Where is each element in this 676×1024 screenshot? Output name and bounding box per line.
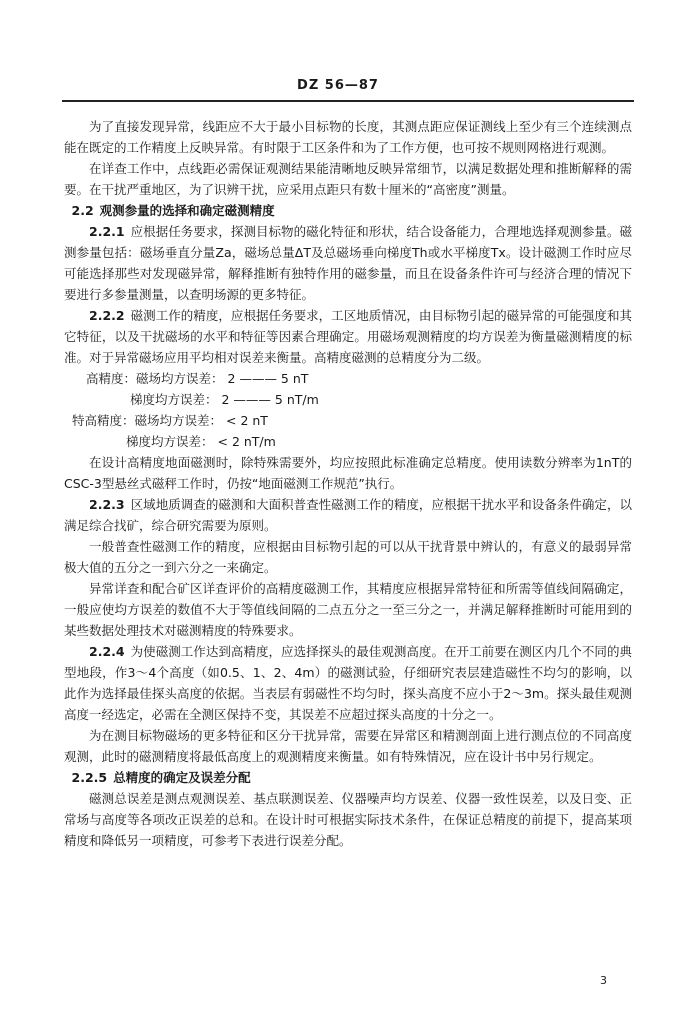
clause-2-2-4 [64,641,632,725]
clause-number: 2.2.3 [89,497,125,512]
section-number: 2.2.5 [71,770,108,785]
clause-text: 区域地质调查的磁测和大面积普查性磁测工作的精度，应根据干扰水平和设备条件确定，以满足综合找矿，综合研究需要为原则。 [64,497,632,533]
paragraph-height-observation: 为在测目标物磁场的更多特征和区分干扰异常，需要在异常区和精测剖面上进行测点位的不同高度观测，此时的磁测精度将最低高度上的观测精度来衡量。如有特殊情况，应在设计书中另行规定。 [64,728,632,764]
section-title: 观测参量的选择和确定磁测精度 [99,203,275,218]
clause-number: 2.2.1 [89,224,125,239]
section-2-2-5-heading [64,767,632,788]
section-title: 总精度的确定及误差分配 [113,770,251,785]
paragraph-general-survey: 一般普查性磁测工作的精度，应根据由目标物引起的可以从干扰背景中辨认的，有意义的最弱异常极大值的五分之一到六分之一来确定。 [64,539,632,575]
paragraph-anomaly-survey: 异常详查和配合矿区详查评价的高精度磁测工作，其精度应根据异常特征和所需等值线间隔确定，一般应使均方误差的数值不大于等值线间隔的二点五分之一至三分之一，并满足解释推断时可能用到的某些数据处理技术对磁测精度的特殊要求。 [64,581,632,638]
paragraph-detail-survey: 在详查工作中，点线距必需保证观测结果能清晰地反映异常细节，以满足数据处理和推断解释的需要。在干扰严重地区，为了识辨干扰，应采用点距只有数十厘米的“高密度”测量。 [64,161,632,197]
paragraph-line-spacing: 为了直接发现异常，线距应不大于最小目标物的长度，其测点距应保证测线上至少有三个连续测点能在既定的工作精度上反映异常。有时限于工区条件和为了工作方便，也可按不规则网格进行观测。 [64,119,632,155]
clause-2-2-2 [64,305,632,368]
section-number: 2.2 [71,203,94,218]
header-rule [62,100,634,102]
clause-text: 为使磁测工作达到高精度，应选择探头的最佳观测高度。在开工前要在测区内几个不同的典型地段，作3～4个高度（如0.5、1、2、4m）的磁测试验，仔细研究表层建造磁性不均匀的影响，以此作为选择最佳探头高度的依据。当表层有弱磁性不均匀时，探头高度不应小于2～3m。探头最佳观测高度一经选定，必需在全测区保持不变，其误差不应超过探头高度的十分之一。 [64,644,632,722]
paragraph-design-standard: 在设计高精度地面磁测时，除特殊需要外，均应按照此标准确定总精度。使用读数分辨率为1nT的CSC-3型悬丝式磁秤工作时，仍按“地面磁测工作规范”执行。 [64,455,632,491]
clause-text: 磁测工作的精度，应根据任务要求，工区地质情况，由目标物引起的磁异常的可能强度和其它特征，以及干扰磁场的水平和特征等因素合理确定。用磁场观测精度的均方误差为衡量磁测精度的标准。对于异常磁场应用平均相对误差来衡量。高精度磁测的总精度分为二级。 [64,308,632,365]
precision-super-gradient: 梯度均方误差： < 2 nT/m [126,434,276,449]
document-code: DZ 56—87 [297,78,379,93]
page-body [64,116,632,851]
page-number: 3 [600,974,607,987]
clause-2-2-1 [64,221,632,305]
precision-high-gradient: 梯度均方误差： 2 ——— 5 nT/m [130,392,319,407]
clause-2-2-3 [64,494,632,536]
clause-number: 2.2.2 [89,308,125,323]
clause-number: 2.2.4 [89,644,125,659]
section-2-2-heading [64,200,632,221]
precision-super-mean: 特高精度：磁场均方误差： < 2 nT [72,413,268,428]
paragraph-error-allocation: 磁测总误差是测点观测误差、基点联测误差、仪器噪声均方误差、仪器一致性误差，以及日变、正常场与高度等各项改正误差的总和。在设计时可根据实际技术条件，在保证总精度的前提下，提高某项精度和降低另一项精度，可参考下表进行误差分配。 [64,791,632,848]
clause-text: 应根据任务要求，探测目标物的磁化特征和形状，结合设备能力，合理地选择观测参量。磁测参量包括：磁场垂直分量Za，磁场总量ΔT及总磁场垂向梯度Th或水平梯度Tx。设计磁测工作时应尽可能选择那些对发现磁异常，解释推断有独特作用的磁参量，而且在设备条件许可与经济合理的情况下要进行多参量测量，以查明场源的更多特征。 [64,224,632,302]
precision-high-mean: 高精度：磁场均方误差： 2 ——— 5 nT [86,371,309,386]
